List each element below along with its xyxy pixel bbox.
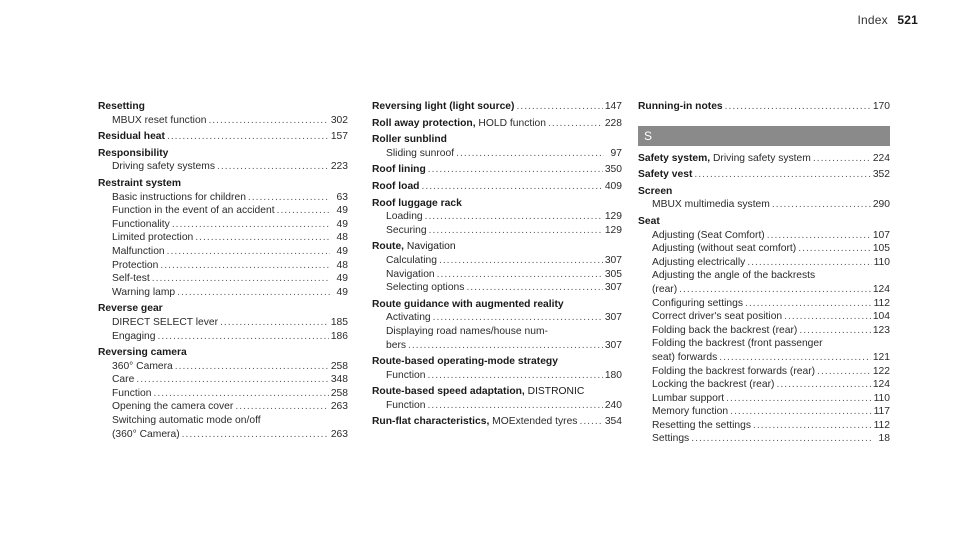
page-ref[interactable]: 107 <box>872 229 890 241</box>
index-subentries <box>372 311 622 325</box>
index-term: Screen <box>638 185 673 197</box>
index-term-extra: MOExtended tyres <box>489 416 578 428</box>
page-ref[interactable]: 409 <box>604 180 622 192</box>
index-subentry <box>386 210 622 224</box>
index-entry-reverse-gear <box>98 302 348 343</box>
subentry-text: (rear) <box>652 283 678 295</box>
subentry-text: Selecting options <box>386 282 465 294</box>
subentry-text: Correct driver's seat position <box>652 311 783 323</box>
index-term: Roof luggage rack <box>372 197 462 209</box>
leader-dots <box>428 369 603 383</box>
index-subentry <box>112 259 348 273</box>
page-ref[interactable]: 112 <box>873 297 890 309</box>
leader-dots <box>579 415 602 429</box>
subentry-text: Malfunction <box>112 245 165 257</box>
index-subentry <box>112 245 348 259</box>
leader-dots <box>817 365 871 379</box>
subentry-text: Activating <box>386 312 431 324</box>
subentry-text: Folding back the backrest (rear) <box>652 324 798 336</box>
subentry-text: Configuring settings <box>652 297 744 309</box>
index-term-extra: DISTRONIC <box>524 386 585 398</box>
leader-dots <box>425 210 603 224</box>
subentry-text: Functionality <box>112 218 170 230</box>
page-ref[interactable]: 186 <box>330 330 348 342</box>
index-subentry <box>386 399 622 413</box>
leader-dots <box>730 405 871 419</box>
index-subentry <box>112 204 348 218</box>
page-ref[interactable]: 263 <box>330 401 348 413</box>
leader-dots <box>277 204 330 218</box>
index-subentries <box>638 365 890 447</box>
index-column-3 <box>638 100 890 449</box>
index-term-extra: Navigation <box>404 241 456 253</box>
subentry-text: seat) forwards <box>652 351 718 363</box>
leader-dots <box>745 297 872 311</box>
subentry-text: MBUX multimedia system <box>652 199 770 211</box>
leader-dots <box>177 286 330 300</box>
index-term: Seat <box>638 215 660 227</box>
leader-dots <box>776 378 870 392</box>
index-subentry <box>652 405 890 419</box>
page-ref[interactable]: 49 <box>336 273 348 285</box>
section-letter-bar: S <box>638 126 890 146</box>
index-subentry <box>652 242 890 256</box>
page-ref[interactable]: 290 <box>872 199 890 211</box>
page-ref[interactable]: 240 <box>604 399 622 411</box>
leader-dots <box>725 100 871 114</box>
subentry-text: Protection <box>112 259 159 271</box>
leader-dots <box>437 268 603 282</box>
subentry-text: Lumbar support <box>652 392 725 404</box>
leader-dots <box>217 160 329 174</box>
page-ref[interactable]: 307 <box>604 282 622 294</box>
index-subentry <box>386 224 622 238</box>
subentry-text: Loading <box>386 211 423 223</box>
subentry-text: Function <box>386 399 426 411</box>
page-ref[interactable]: 18 <box>878 433 890 445</box>
subentry-text: Warning lamp <box>112 286 176 298</box>
leader-dots <box>679 283 871 297</box>
index-term-extra: Driving safety system <box>710 152 811 164</box>
subentry-text: Resetting the settings <box>652 419 752 431</box>
leader-dots <box>421 180 602 194</box>
subentry-text: Adjusting (without seat comfort) <box>652 243 797 255</box>
index-subentries <box>98 191 348 300</box>
page-ref[interactable]: 123 <box>872 324 890 336</box>
index-subentry <box>386 254 622 268</box>
leader-dots <box>433 311 603 325</box>
index-subentries <box>372 399 622 413</box>
leader-dots <box>548 117 603 131</box>
index-entry-route-speed-adaptation <box>372 385 622 412</box>
index-entry-roof-luggage-rack <box>372 197 622 238</box>
page-ref[interactable]: 124 <box>872 283 890 295</box>
page-ref[interactable]: 49 <box>336 286 348 298</box>
index-subentries <box>638 198 890 212</box>
index-subentry <box>652 297 890 311</box>
index-subentry <box>652 378 890 392</box>
page-ref[interactable]: 263 <box>330 428 348 440</box>
index-subentry <box>112 114 348 128</box>
index-term: Route-based operating-mode strategy <box>372 356 558 368</box>
index-subentry-wrapped <box>98 414 348 441</box>
index-subentry <box>112 373 348 387</box>
index-subentry <box>112 360 348 374</box>
index-entry-roof-load <box>372 180 622 194</box>
leader-dots <box>767 229 871 243</box>
index-entry-reversing-light <box>372 100 622 114</box>
index-subentry <box>112 191 348 205</box>
subentry-text: Memory function <box>652 406 729 418</box>
index-entry-roof-lining <box>372 163 622 177</box>
page-ref[interactable]: 49 <box>336 205 348 217</box>
leader-dots <box>428 163 603 177</box>
index-subentry <box>112 330 348 344</box>
page-ref[interactable]: 307 <box>604 254 622 266</box>
page-ref[interactable]: 307 <box>604 312 622 324</box>
page-ref[interactable]: 129 <box>604 211 622 223</box>
subentry-text: Folding the backrest (front passenger <box>652 338 823 350</box>
leader-dots <box>694 168 870 182</box>
index-subentry <box>386 311 622 325</box>
index-entry-route <box>372 240 622 294</box>
subentry-text: Adjusting the angle of the backrests <box>652 270 816 282</box>
index-subentry <box>112 272 348 286</box>
index-term: Reverse gear <box>98 303 163 315</box>
leader-dots <box>466 281 602 295</box>
leader-dots <box>813 152 871 166</box>
subentry-text: Sliding sunroof <box>386 147 455 159</box>
leader-dots <box>195 231 330 245</box>
index-subentry <box>386 147 622 161</box>
page-ref[interactable]: 122 <box>872 365 890 377</box>
index-subentry <box>652 432 890 446</box>
page-ref[interactable]: 258 <box>330 360 348 372</box>
subentry-text: Opening the camera cover <box>112 401 234 413</box>
page-ref[interactable]: 112 <box>873 419 890 431</box>
index-entry-screen <box>638 185 890 212</box>
index-subentries <box>98 360 348 414</box>
index-subentry-wrapped <box>638 269 890 296</box>
index-subentries <box>372 210 622 237</box>
index-term: Restraint system <box>98 177 181 189</box>
page-ref[interactable]: 223 <box>330 161 348 173</box>
index-term: Run-flat characteristics, <box>372 416 490 428</box>
index-term: Roof load <box>372 180 420 192</box>
page-ref[interactable]: 350 <box>604 164 622 176</box>
subentry-text: MBUX reset function <box>112 114 207 126</box>
index-column-2 <box>372 100 622 432</box>
page-ref[interactable]: 110 <box>873 256 890 268</box>
page-ref[interactable]: 157 <box>330 131 348 143</box>
index-term: Roll away protection, <box>372 117 476 129</box>
index-subentries <box>98 160 348 174</box>
index-subentry <box>652 256 890 270</box>
subentry-text: Locking the backrest (rear) <box>652 379 775 391</box>
page-ref[interactable]: 185 <box>330 316 348 328</box>
subentry-text: Displaying road names/house num- <box>386 325 548 337</box>
page-ref[interactable]: 129 <box>604 224 622 236</box>
index-term: Safety vest <box>638 169 693 181</box>
page-ref[interactable]: 147 <box>604 101 622 112</box>
page-ref[interactable]: 302 <box>330 114 348 126</box>
index-entry-route-guidance <box>372 298 622 352</box>
subentry-text: Care <box>112 374 135 386</box>
subentry-text: Driving safety systems <box>112 161 215 173</box>
index-subentry <box>652 324 890 338</box>
index-term: Reversing camera <box>98 347 187 359</box>
leader-dots <box>408 339 603 353</box>
leader-dots <box>798 242 871 256</box>
page-ref[interactable]: 110 <box>873 392 890 404</box>
page-ref[interactable]: 228 <box>604 117 622 129</box>
page-ref[interactable]: 117 <box>873 406 890 418</box>
index-subentry <box>112 387 348 401</box>
subentry-text: Folding the backrest forwards (rear) <box>652 365 816 377</box>
leader-dots <box>428 399 603 413</box>
subentry-text: DIRECT SELECT lever <box>112 316 219 328</box>
index-term: Responsibility <box>98 147 169 159</box>
index-subentries <box>372 147 622 161</box>
subentry-text: Securing <box>386 224 427 236</box>
leader-dots <box>248 191 330 205</box>
index-term: Roller sunblind <box>372 134 447 146</box>
leader-dots <box>208 114 328 128</box>
page-number: 521 <box>897 13 918 27</box>
page-ref[interactable]: 352 <box>872 169 890 181</box>
page-ref[interactable]: 354 <box>604 416 622 428</box>
leader-dots <box>429 224 603 238</box>
subentry-text: bers <box>386 339 407 351</box>
subentry-text: Basic instructions for children <box>112 191 246 203</box>
index-subentry <box>386 369 622 383</box>
index-term: Route, <box>372 241 405 253</box>
index-subentry <box>652 229 890 243</box>
index-subentries <box>98 114 348 128</box>
page-ref[interactable]: 63 <box>336 191 348 203</box>
index-subentry <box>112 400 348 414</box>
leader-dots <box>154 387 329 401</box>
subentry-text: (360° Camera) <box>112 428 180 440</box>
leader-dots <box>160 259 330 273</box>
leader-dots <box>167 130 329 144</box>
index-subentry <box>112 160 348 174</box>
index-column-1 <box>98 100 348 444</box>
index-entry-responsibility <box>98 147 348 174</box>
index-subentry <box>112 218 348 232</box>
index-entry-roller-sunblind <box>372 133 622 160</box>
index-subentry-wrapped <box>638 337 890 364</box>
leader-dots <box>175 360 329 374</box>
index-subentries <box>372 254 622 295</box>
page-ref[interactable]: 305 <box>604 268 622 280</box>
subentry-text: Engaging <box>112 330 156 342</box>
leader-dots <box>136 373 328 387</box>
page-ref[interactable]: 307 <box>604 339 622 351</box>
page-ref[interactable]: 105 <box>872 243 890 255</box>
page-ref[interactable]: 348 <box>330 374 348 386</box>
index-term: Route-based speed adaptation, <box>372 386 525 398</box>
subentry-text: 360° Camera <box>112 360 173 372</box>
index-entry-reversing-camera <box>98 346 348 441</box>
subentry-text: Calculating <box>386 254 437 266</box>
index-subentry <box>112 316 348 330</box>
leader-dots <box>235 400 328 414</box>
index-term: Residual heat <box>98 131 165 143</box>
index-term: Running-in notes <box>638 101 723 112</box>
subentry-text: Adjusting electrically <box>652 256 746 268</box>
subentry-text: Switching automatic mode on/off <box>112 415 261 427</box>
index-subentries <box>372 369 622 383</box>
index-subentries <box>638 229 890 270</box>
subentry-text: Settings <box>652 433 690 445</box>
index-subentries <box>98 316 348 343</box>
subentry-text: Function in the event of an accident <box>112 205 275 217</box>
index-subentry <box>652 198 890 212</box>
leader-dots <box>719 351 871 365</box>
leader-dots <box>456 147 604 161</box>
subentry-text: Navigation <box>386 268 435 280</box>
subentry-text: Limited protection <box>112 232 194 244</box>
index-subentry <box>386 268 622 282</box>
leader-dots <box>772 198 871 212</box>
page-ref[interactable]: 49 <box>336 218 348 230</box>
subentry-text: Function <box>112 387 152 399</box>
page-header <box>857 13 918 27</box>
index-subentry <box>112 286 348 300</box>
index-subentry <box>652 419 890 433</box>
index-subentry-wrapped <box>372 325 622 352</box>
subentry-text: Adjusting (Seat Comfort) <box>652 229 765 241</box>
index-label: Index <box>857 13 888 27</box>
index-entry-run-flat <box>372 415 622 429</box>
page-ref[interactable]: 121 <box>872 351 890 363</box>
index-entry-restraint-system <box>98 177 348 299</box>
index-entry-residual-heat <box>98 130 348 144</box>
leader-dots <box>753 419 872 433</box>
index-entry-route-operating-mode <box>372 355 622 382</box>
page-ref[interactable]: 170 <box>872 101 890 112</box>
index-subentry <box>652 392 890 406</box>
index-term-extra: HOLD function <box>475 117 546 129</box>
leader-dots <box>167 245 330 259</box>
leader-dots <box>726 392 871 406</box>
index-entry-roll-away-protection <box>372 117 622 131</box>
leader-dots <box>172 218 330 232</box>
index-term: Resetting <box>98 101 145 112</box>
page-ref[interactable]: 180 <box>604 369 622 381</box>
page-ref[interactable]: 258 <box>330 387 348 399</box>
index-entry-resetting <box>98 100 348 127</box>
page-ref[interactable]: 224 <box>872 152 890 164</box>
index-term: Roof lining <box>372 164 426 176</box>
index-subentries <box>638 297 890 338</box>
index-entry-seat <box>638 215 890 446</box>
leader-dots <box>799 324 870 338</box>
leader-dots <box>158 330 329 344</box>
page-ref[interactable]: 104 <box>872 311 890 323</box>
index-entry-running-in-notes <box>638 100 890 114</box>
subentry-text: Self-test <box>112 273 150 285</box>
leader-dots <box>516 100 602 114</box>
page-ref[interactable]: 48 <box>336 232 348 244</box>
leader-dots <box>182 428 329 442</box>
index-subentry <box>386 281 622 295</box>
page-ref[interactable]: 49 <box>336 245 348 257</box>
index-subentry <box>112 231 348 245</box>
page-ref[interactable]: 124 <box>872 379 890 391</box>
index-subentry <box>652 310 890 324</box>
leader-dots <box>439 254 603 268</box>
page-ref[interactable]: 48 <box>336 259 348 271</box>
index-subentry <box>652 365 890 379</box>
leader-dots <box>784 310 871 324</box>
leader-dots <box>152 272 330 286</box>
index-entry-safety-vest <box>638 168 890 182</box>
leader-dots <box>220 316 329 330</box>
index-term: Safety system, <box>638 152 711 164</box>
index-term: Reversing light (light source) <box>372 101 515 112</box>
page-ref[interactable]: 97 <box>610 147 622 159</box>
index-term: Route guidance with augmented reality <box>372 298 564 310</box>
leader-dots <box>747 256 871 270</box>
leader-dots <box>691 432 872 446</box>
index-entry-safety-system <box>638 152 890 166</box>
subentry-text: Function <box>386 369 426 381</box>
